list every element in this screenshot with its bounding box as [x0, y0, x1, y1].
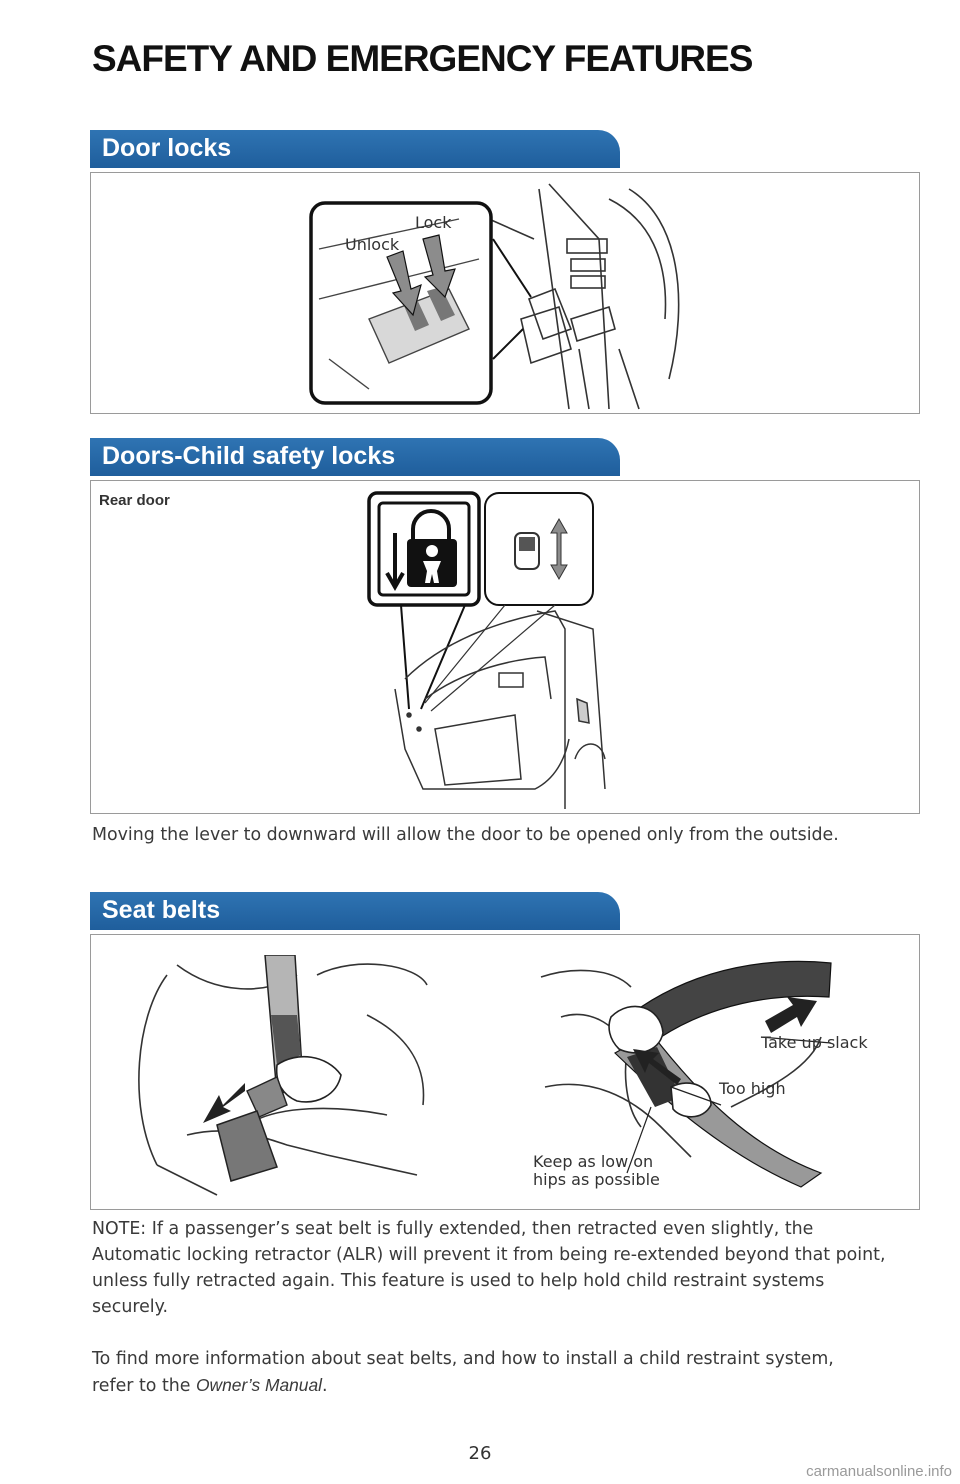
- section-tab-child-locks: [90, 438, 620, 476]
- door-locks-figure-panel: [90, 172, 920, 414]
- label-lock: Lock: [415, 213, 452, 232]
- owners-manual-reference: Owner’s Manual: [196, 1375, 323, 1395]
- seat-belts-figure-panel: [90, 934, 920, 1210]
- page-title: SAFETY AND EMERGENCY FEATURES: [92, 38, 753, 79]
- section-tab-seat-belts: [90, 892, 620, 930]
- seat-belt-more-info: [92, 1346, 872, 1399]
- label-keep-low-line-2: hips as possible: [533, 1170, 660, 1189]
- more-info-period: .: [322, 1376, 328, 1396]
- section-heading-door-locks: Door locks: [102, 134, 232, 162]
- label-keep-low-line-1: Keep as low on: [533, 1152, 654, 1171]
- child-locks-caption: Moving the lever to downward will allow the door to be opened only from the outside.: [92, 825, 839, 845]
- more-info-text: To find more information about seat belts, and how to install a child restraint system, refer to the: [92, 1349, 834, 1396]
- section-tab-door-locks: [90, 130, 620, 168]
- child-locks-figure-panel: [90, 480, 920, 814]
- watermark: carmanualsonline.info: [806, 1463, 952, 1480]
- section-heading-child-locks: Doors-Child safety locks: [102, 442, 396, 470]
- seat-belt-buckle-illustration: [127, 955, 447, 1205]
- seat-belt-note: NOTE: If a passenger’s seat belt is fully extended, then retracted even slightly, the Automatic locking retractor (ALR) will prevent it from being re-extended beyond that point, unless fully retracted again. This feature is used to help hold child restraint systems securely.: [92, 1219, 886, 1317]
- label-rear-door: Rear door: [99, 492, 170, 509]
- door-lock-switch-illustration: [309, 179, 689, 411]
- label-take-up-slack: Take up slack: [761, 1033, 868, 1052]
- label-keep-low: [533, 1153, 660, 1189]
- label-too-high: Too high: [719, 1079, 786, 1098]
- section-heading-seat-belts: Seat belts: [102, 896, 221, 924]
- rear-door-child-lock-illustration: [365, 489, 615, 811]
- page-number: 26: [468, 1443, 492, 1464]
- label-unlock: Unlock: [345, 235, 400, 254]
